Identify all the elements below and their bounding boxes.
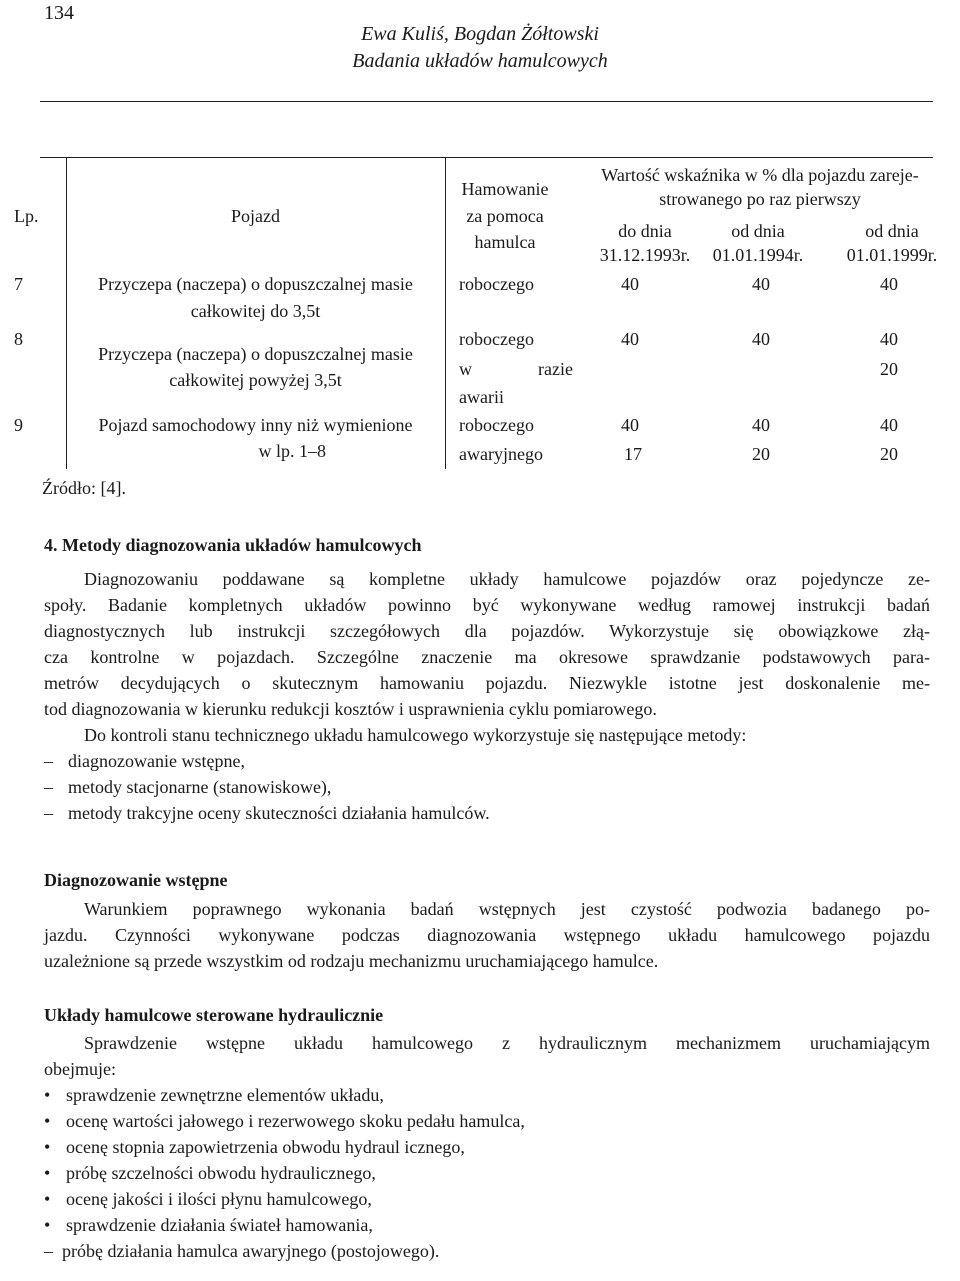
table-column-line [445,157,446,469]
row8-brake2-w: w [459,359,472,379]
hydr-bullet: • sprawdzenie działania świateł hamowania, [44,1215,373,1235]
row8-value2: 40 [752,329,770,349]
diag-paragraph [44,896,930,974]
hydr-bullet: • sprawdzenie zewnętrzne elementów układu, [44,1085,384,1105]
header-lp: Lp. [14,206,39,226]
diag-heading: Diagnozowanie wstępne [44,870,228,890]
text-line: Sprawdzenie wstępne układu hamulcowego z hydraulicznym mechanizmem uruchamiającym [84,1033,930,1053]
text-line: jazdu. Czynności wykonywane podczas diagnozowania wstępnego układu hamulcowego pojazdu [44,925,930,945]
row9-vehicle-line1: Pojazd samochodowy inny niż wymienione [98,415,413,435]
section4-paragraph [44,566,930,826]
row8-emergency-value3: 20 [880,359,898,379]
header-date3-line2: 01.01.1999r. [846,245,938,265]
method-item: – diagnozowanie wstępne, [44,751,245,771]
text-line: obejmuje: [44,1059,116,1079]
row7-lp: 7 [14,274,23,294]
row8-brake2-razie: razie [538,359,573,379]
row7-value2: 40 [752,274,770,294]
header-vehicle: Pojazd [231,206,280,226]
method-item: – metody stacjonarne (stanowiskowe), [44,777,332,797]
running-header-title: Badania układów hamulcowych [352,50,608,72]
header-rule [40,101,933,102]
hydr-bullet: • ocenę wartości jałowego i rezerwowego skoku pedału hamulca, [44,1111,525,1131]
hydr-bullet: • ocenę jakości i ilości płynu hamulcowego, [44,1189,372,1209]
table-source: Źródło: [4]. [42,478,126,498]
row9-lp: 9 [14,415,23,435]
section4-heading: 4. Metody diagnozowania układów hamulcowych [44,535,422,555]
header-date2-line1: od dnia [731,221,785,241]
row7-value3: 40 [880,274,898,294]
header-date2-line2: 01.01.1994r. [712,245,804,265]
row7-value1: 40 [621,274,639,294]
header-braking-line1: Hamowanie [461,179,549,199]
header-date1-line1: do dnia [618,221,672,241]
method-item: – metody trakcyjne oceny skuteczności działania hamulców. [44,803,490,823]
row7-vehicle-line2: całkowitej do 3,5t [190,301,321,321]
text-line: Diagnozowaniu poddawane są kompletne układy hamulcowe pojazdów oraz pojedyncze ze- [84,569,930,589]
header-braking-line3: hamulca [474,232,536,252]
row8-lp: 8 [14,329,23,349]
row9-emergency-value1: 17 [624,444,642,464]
row9-value1: 40 [621,415,639,435]
text-line: metrów decydujących o skutecznym hamowaniu pojazdu. Niezwykle istotne jest doskonalenie me- [44,673,930,693]
row9-value3: 40 [880,415,898,435]
text-line: uzależnione są przede wszystkim od rodzaju mechanizmu uruchamiającego hamulce. [44,951,659,971]
row7-vehicle-line1: Przyczepa (naczepa) o dopuszczalnej masie [98,274,413,294]
row9-vehicle-line2: w lp. 1–8 [258,441,326,461]
row8-value3: 40 [880,329,898,349]
header-date1-line2: 31.12.1993r. [599,245,691,265]
running-header-authors: Ewa Kuliś, Bogdan Żółtowski [361,23,599,45]
text-line: Do kontroli stanu technicznego układu hamulcowego wykorzystuje się następujące metody: [84,725,747,745]
row9-brake1: roboczego [459,415,534,435]
text-line: cza kontrolne w pojazdach. Szczególne znaczenie ma okresowe sprawdzanie podstawowych para- [44,647,930,667]
text-line: tod diagnozowania w kierunku redukcji kosztów i usprawnienia cyklu pomiarowego. [44,699,657,719]
row8-vehicle-line1: Przyczepa (naczepa) o dopuszczalnej masie [98,344,413,364]
header-value-line2: strowanego po raz pierwszy [659,189,861,209]
header-value-line1: Wartość wskaźnika w % dla pojazdu zareje- [601,165,919,185]
row9-emergency-value3: 20 [880,444,898,464]
row7-brake: roboczego [459,274,534,294]
row8-brake1: roboczego [459,329,534,349]
hydr-heading: Układy hamulcowe sterowane hydraulicznie [44,1005,384,1025]
row8-brake2-line2: awarii [459,387,504,407]
text-line: społy. Badanie kompletnych układów powinno być wykonywane według ramowej instrukcji badań [44,595,930,615]
row9-emergency-value2: 20 [752,444,770,464]
text-line: Warunkiem poprawnego wykonania badań wstępnych jest czystość podwozia badanego po- [84,899,930,919]
header-date3-line1: od dnia [865,221,919,241]
page-number: 134 [44,2,74,24]
row8-value1: 40 [621,329,639,349]
table-top-rule [40,157,933,158]
hydr-bullet: • próbę szczelności obwodu hydraulicznego, [44,1163,376,1183]
hydr-bullet: • ocenę stopnia zapowietrzenia obwodu hydraul icznego, [44,1137,465,1157]
row9-value2: 40 [752,415,770,435]
hydr-paragraph [44,1030,930,1264]
header-braking-line2: za pomoca [466,206,544,226]
row9-brake2: awaryjnego [459,444,543,464]
hydr-last-item: – próbę działania hamulca awaryjnego (postojowego). [44,1241,440,1261]
row8-vehicle-line2: całkowitej powyżej 3,5t [169,370,342,390]
text-line: diagnostycznych lub instrukcji szczegółowych dla pojazdów. Wykorzystuje się obowiązkowe złą- [44,621,930,641]
